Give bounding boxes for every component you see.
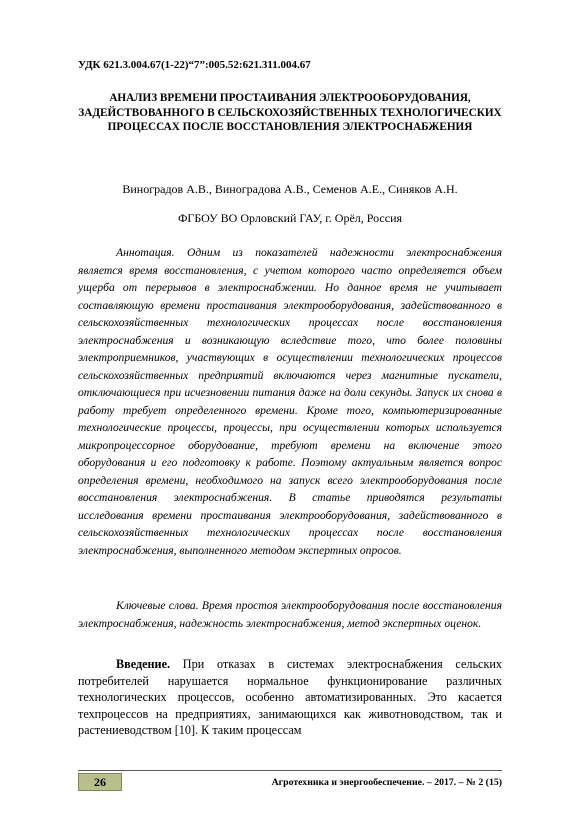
page-number: 26 [78, 773, 122, 791]
authors: Виноградов А.В., Виноградова А.В., Семенов А.Е., Синяков А.Н. [122, 182, 458, 196]
introduction-paragraph [78, 656, 502, 739]
footer-rule [78, 770, 502, 771]
intro-heading: Введение. [116, 657, 171, 671]
affiliation: ФГБОУ ВО Орловский ГАУ, г. Орёл, Россия [177, 211, 403, 225]
udk-code: УДК 621.3.004.67(1-22)“7”:005.52:621.311.004.67 [78, 59, 311, 71]
abstract: Аннотация. Одним из показателей надежности электроснабжения является время восстановления, с учетом которого часто определяется объем ущерба от перерывов в электроснабжении. Но данное время не учитывает составляющую времени простаивания электрооборудования, задействованного в сельскохозяйственных технологических процессах после восстановления электроснабжения и возникающую вследствие того, что более половины электроприемников, участвующих в осуществлении технологических процессов сельскохозяйственных предприятий включаются через магнитные пускатели, отключающиеся при исчезновении питания даже на доли секунды. Запуск их снова в работу требует определенного времени. Кроме того, компьютеризированные технологические процессы, процессы, при осуществлении которых используется микропроцессорное оборудование, требуют времени на включение этого оборудования и его подготовку к работе. Поэтому актуальным является вопрос определения времени, необходимого на запуск всего электрооборудования после восстановления электроснабжения. В статье приводятся результаты исследования времени простаивания электрооборудования, задействованного в сельскохозяйственных технологических процессах после восстановления электроснабжения, выполненного методом экспертных опросов. [78, 246, 502, 557]
journal-footer: Агротехника и энергообеспечение. – 2017. – № 2 (15) [271, 777, 502, 788]
article-title: АНАЛИЗ ВРЕМЕНИ ПРОСТАИВАНИЯ ЭЛЕКТРООБОРУДОВАНИЯ, ЗАДЕЙСТВОВАННОГО В СЕЛЬСКОХОЗЯЙСТВЕННЫХ ТЕХНОЛОГИЧЕСКИХ ПРОЦЕССАХ ПОСЛЕ ВОССТАНОВЛЕНИЯ ЭЛЕКТРОСНАБЖЕНИЯ [78, 92, 502, 134]
intro-text: При отказах в системах электроснабжения сельских потребителей нарушается нормальное функционирование различных технологических процессов, особенно автоматизированных. Это касается техпроцессов на предприятиях, занимающихся как животноводством, так и растениеводством [10]. К таким процессам [78, 657, 502, 737]
keywords: Ключевые слова. Время простоя электрооборудования после восстановления электроснабжения, надежность электроснабжения, метод экспертных оценок. [78, 599, 502, 630]
